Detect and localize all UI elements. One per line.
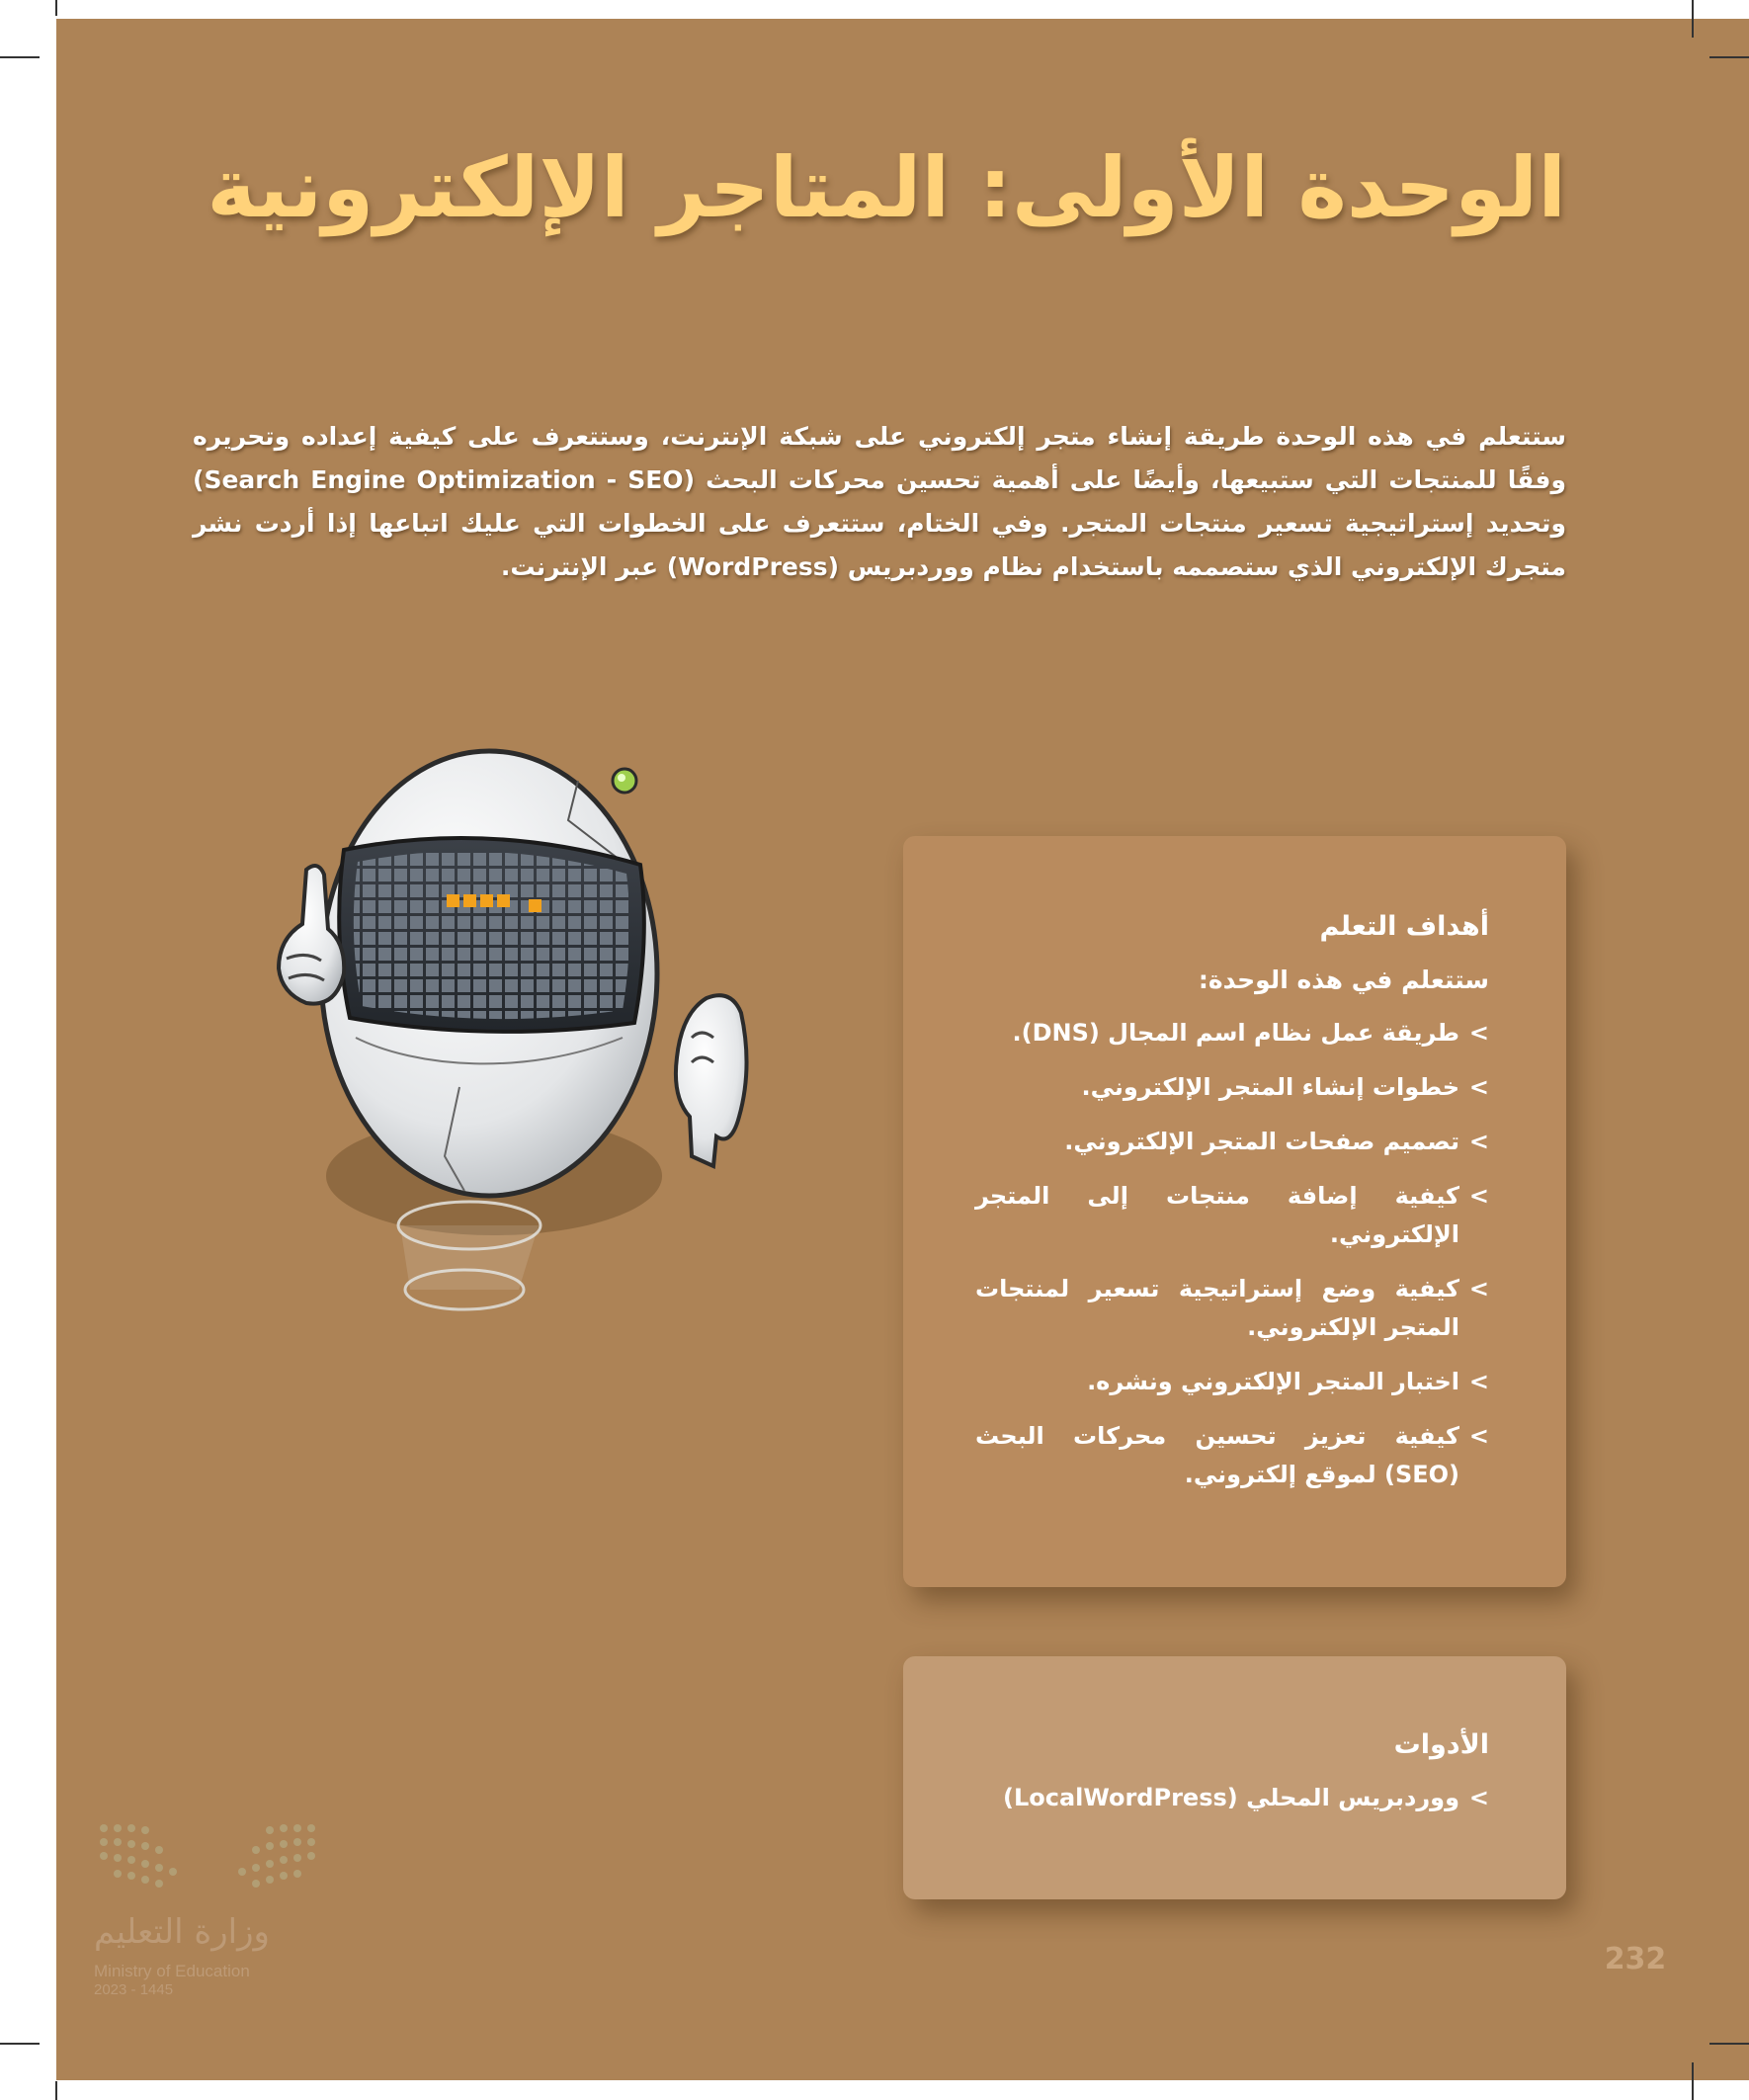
- tools-list: [975, 1779, 1489, 1817]
- bullet-marker: >: [1468, 1182, 1489, 1210]
- goal-item: > كيفية إضافة منتجات إلى المتجر الإلكتروني.: [975, 1177, 1489, 1254]
- hover-beam: [400, 1225, 539, 1290]
- intro-paragraph: ستتعلم في هذه الوحدة طريقة إنشاء متجر إلكتروني على شبكة الإنترنت، وستتعرف على كيفية إعداده وتحريره وفقًا للمنتجات التي ستبيعها، وأيضًا على أهمية تحسين محركات البحث (Search Engine Optimization - SEO) وتحديد إستراتيجية تسعير منتجات المتجر. وفي الختام، ستتعرف على الخطوات التي عليك اتباعها إذا أردت نشر متجرك الإلكتروني الذي ستصممه باستخدام نظام ووردبريس (WordPress) عبر الإنترنت.: [193, 422, 1566, 581]
- crop-mark: [1709, 56, 1749, 58]
- goals-list: [975, 1014, 1489, 1494]
- crop-mark: [1692, 2062, 1694, 2100]
- robot-green-light: [613, 769, 636, 793]
- goals-subheading: ستتعلم في هذه الوحدة:: [1198, 966, 1489, 994]
- goal-item: > كيفية تعزيز تحسين محركات البحث (SEO) لموقع إلكتروني.: [975, 1417, 1489, 1494]
- tools-heading: الأدوات: [1393, 1729, 1489, 1760]
- goal-item: > كيفية وضع إستراتيجية تسعير لمنتجات المتجر الإلكتروني.: [975, 1270, 1489, 1347]
- tools-box: [903, 1656, 1566, 1899]
- page-title: الوحدة الأولى: المتاجر الإلكترونية: [207, 139, 1566, 236]
- bullet-marker: >: [1468, 1275, 1489, 1302]
- display-dot: [480, 894, 493, 907]
- crop-mark: [1692, 0, 1694, 38]
- crop-mark: [1709, 2043, 1749, 2045]
- bullet-marker: >: [1468, 1073, 1489, 1101]
- crop-mark: [55, 0, 57, 16]
- learning-goals-box: [903, 836, 1566, 1587]
- bullet-marker: >: [1468, 1784, 1489, 1811]
- bullet-marker: >: [1468, 1128, 1489, 1155]
- visor-grid: [354, 851, 629, 1019]
- robot-illustration: [267, 741, 781, 1334]
- bullet-marker: >: [1468, 1422, 1489, 1450]
- bullet-marker: >: [1468, 1019, 1489, 1047]
- display-dot: [529, 899, 541, 912]
- ministry-name-english: Ministry of Education: [94, 1962, 250, 1980]
- display-dot: [447, 894, 459, 907]
- display-dot: [463, 894, 476, 907]
- crop-mark: [0, 56, 40, 58]
- ministry-name-arabic: وزارة التعليم: [94, 1912, 270, 1952]
- goal-item: > طريقة عمل نظام اسم المجال (DNS).: [975, 1014, 1489, 1052]
- ministry-year: 2023 - 1445: [94, 1981, 174, 1998]
- goal-item: > خطوات إنشاء المتجر الإلكتروني.: [975, 1068, 1489, 1107]
- robot-right-hand: [676, 995, 747, 1166]
- crop-mark: [55, 2081, 57, 2100]
- goals-heading: أهداف التعلم: [1319, 911, 1489, 942]
- crop-mark: [0, 2043, 40, 2045]
- tool-item: > ووردبريس المحلي (LocalWordPress): [975, 1779, 1489, 1817]
- goal-item: > تصميم صفحات المتجر الإلكتروني.: [975, 1123, 1489, 1161]
- bullet-marker: >: [1468, 1368, 1489, 1395]
- page-number: 232: [1604, 1942, 1667, 1976]
- display-dot: [497, 894, 510, 907]
- goal-item: > اختبار المتجر الإلكتروني ونشره.: [975, 1363, 1489, 1401]
